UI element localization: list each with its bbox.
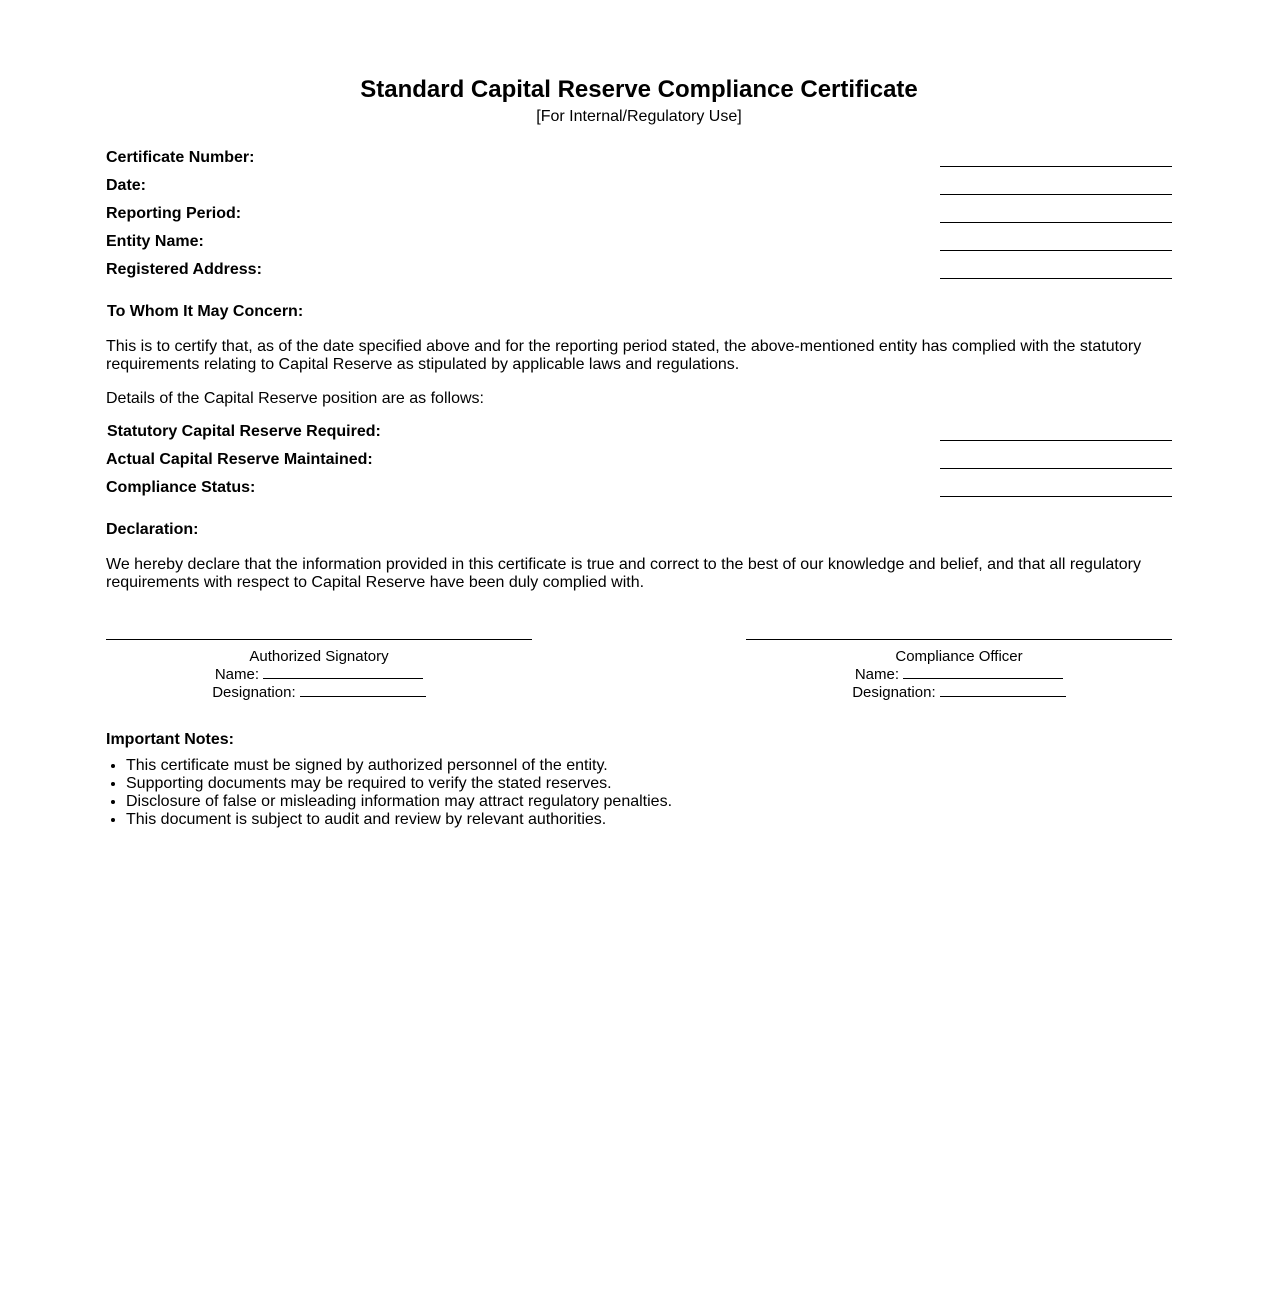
notes-list (106, 757, 672, 829)
field-certificate-number (106, 148, 1172, 176)
list-item: • Disclosure of false or misleading information may attract regulatory penalties. (126, 793, 672, 811)
signature-name-field (106, 665, 532, 683)
field-entity-name (106, 232, 1172, 260)
field-statutory-reserve (106, 422, 1172, 450)
signature-name-field (746, 665, 1172, 683)
salutation: To Whom It May Concern: (107, 303, 304, 320)
page-title: Standard Capital Reserve Compliance Certificate (360, 76, 918, 103)
signature-block-compliance (746, 624, 1172, 701)
page-subtitle: [For Internal/Regulatory Use] (536, 108, 742, 125)
name-label: Name: (854, 666, 899, 683)
field-label: Statutory Capital Reserve Required: (107, 423, 381, 440)
signature-designation-field (746, 683, 1172, 701)
declaration-text: We hereby declare that the information provided in this certificate is true and correct to the best of our knowledge and belief, and that all regulatory requirements with respect to Capital Reserve have been duly complied with. (106, 556, 1141, 591)
signature-block-authorized (106, 624, 532, 701)
field-label: Reporting Period: (106, 205, 242, 222)
details-intro: Details of the Capital Reserve position are as follows: (106, 390, 484, 407)
field-label: Entity Name: (106, 233, 204, 250)
statutory-reserve-line[interactable] (940, 422, 1172, 441)
field-registered-address (106, 260, 1172, 288)
signature-title: Authorized Signatory (249, 648, 389, 665)
field-label: Certificate Number: (106, 149, 255, 166)
field-compliance-status (106, 478, 1172, 506)
field-label: Registered Address: (106, 261, 262, 278)
name-blank[interactable] (903, 665, 1063, 679)
list-item: • This document is subject to audit and review by relevant authorities. (126, 811, 672, 829)
signature-title: Compliance Officer (895, 648, 1023, 665)
name-blank[interactable] (263, 665, 423, 679)
field-reporting-period (106, 204, 1172, 232)
date-line[interactable] (940, 176, 1172, 195)
field-date (106, 176, 1172, 204)
notes-heading: Important Notes: (106, 731, 234, 748)
name-label: Name: (214, 666, 259, 683)
compliance-status-line[interactable] (940, 478, 1172, 497)
registered-address-line[interactable] (940, 260, 1172, 279)
list-item: • Supporting documents may be required to verify the stated reserves. (126, 775, 672, 793)
list-item: • This certificate must be signed by authorized personnel of the entity. (126, 757, 672, 775)
actual-reserve-line[interactable] (940, 450, 1172, 469)
signature-line[interactable] (746, 624, 1172, 640)
declaration-heading: Declaration: (106, 521, 199, 538)
designation-label: Designation: (212, 684, 296, 701)
field-actual-reserve (106, 450, 1172, 478)
field-label: Date: (106, 177, 147, 194)
field-label: Actual Capital Reserve Maintained: (106, 451, 373, 468)
certificate-number-line[interactable] (940, 148, 1172, 167)
reporting-period-line[interactable] (940, 204, 1172, 223)
field-label: Compliance Status: (106, 479, 256, 496)
entity-name-line[interactable] (940, 232, 1172, 251)
signature-designation-field (106, 683, 532, 701)
certification-text: This is to certify that, as of the date specified above and for the reporting period stated, the above-mentioned entity has complied with the statutory requirements relating to Capital Reserve as stipulated by applicable laws and regulations. (106, 338, 1142, 373)
designation-blank[interactable] (940, 683, 1066, 697)
designation-label: Designation: (852, 684, 936, 701)
signature-line[interactable] (106, 624, 532, 640)
designation-blank[interactable] (300, 683, 426, 697)
